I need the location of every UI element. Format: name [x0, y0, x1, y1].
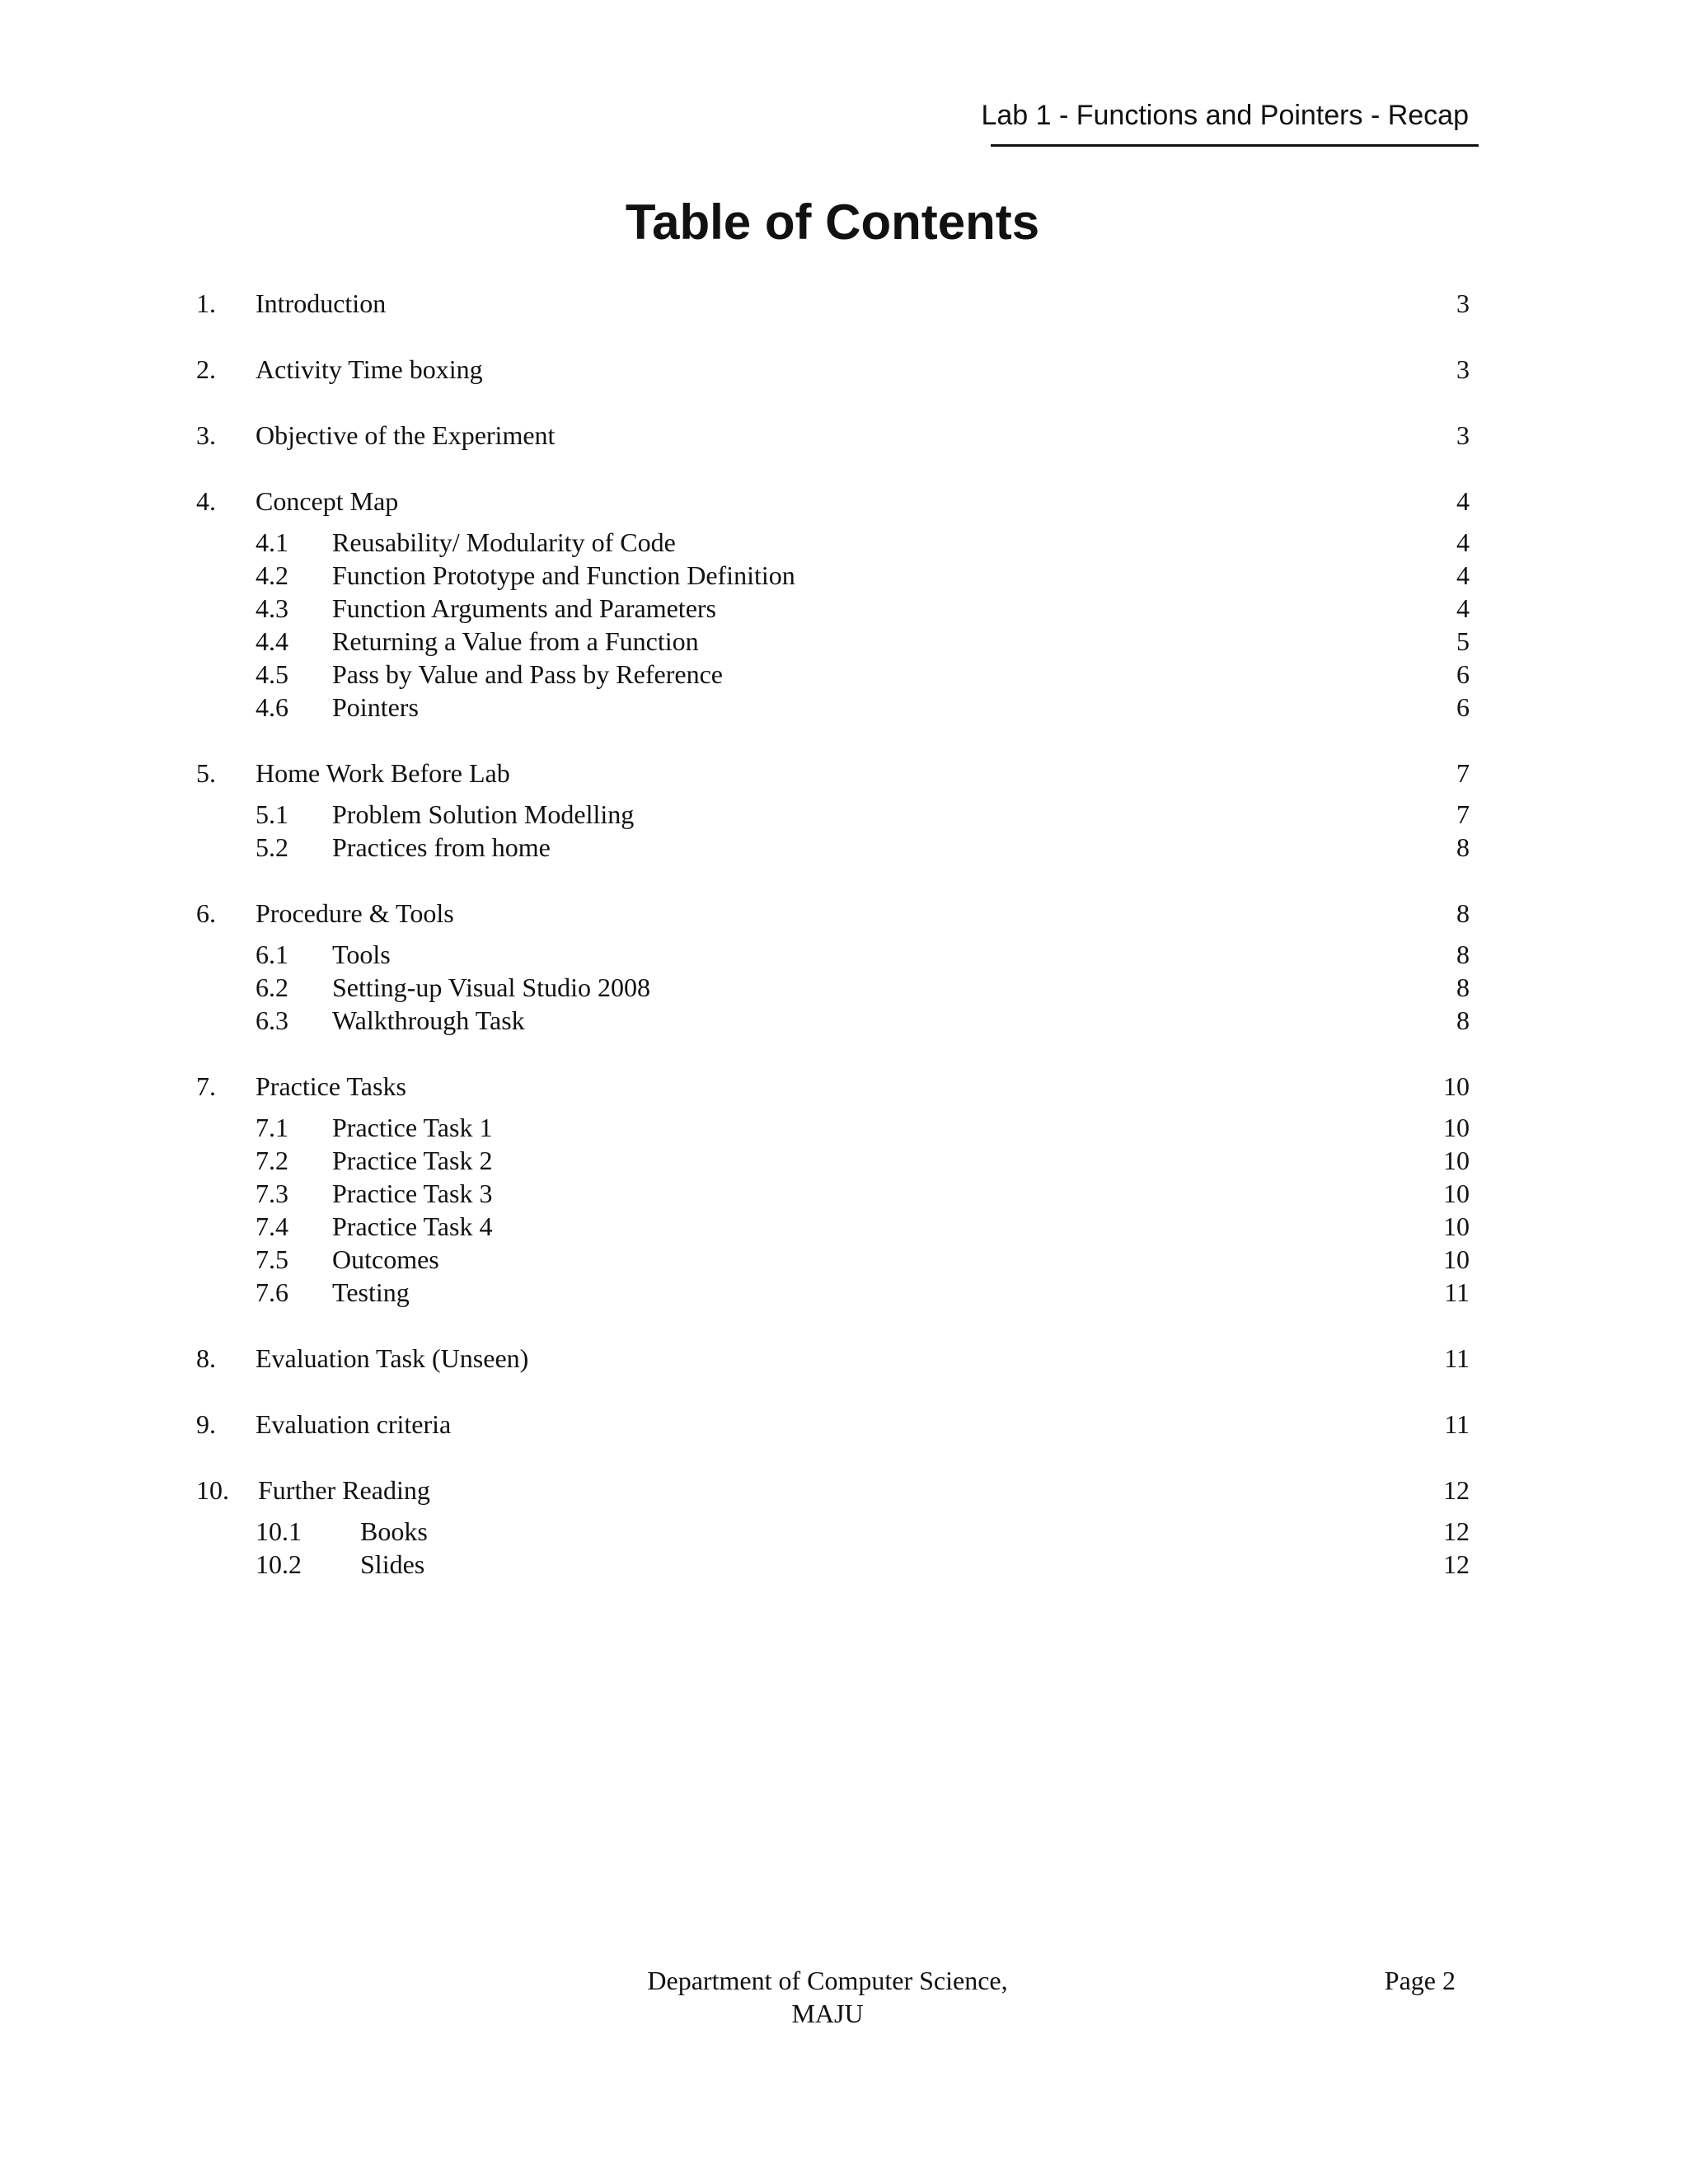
- toc-entry-label: Evaluation criteria: [256, 1409, 452, 1439]
- toc-entry[interactable]: [0, 757, 1688, 790]
- toc-entry-page: 4: [1456, 560, 1470, 590]
- toc-entry-number: 4.6: [256, 692, 288, 722]
- toc-entry-page: 8: [1456, 898, 1470, 928]
- toc-entry-number: 6.3: [256, 1005, 288, 1035]
- page-title: Table of Contents: [625, 194, 1040, 250]
- toc-entry-number: 4.2: [256, 560, 288, 590]
- toc-entry-number: 7.2: [256, 1146, 288, 1175]
- toc-entry-number: 7.: [196, 1071, 216, 1101]
- toc-entry-label: Outcomes: [332, 1244, 439, 1274]
- toc-entry-page: 10: [1443, 1146, 1470, 1175]
- toc-entry-number: 8.: [196, 1343, 216, 1373]
- toc-entry-label: Practices from home: [332, 832, 551, 862]
- toc-subentry[interactable]: [0, 971, 1688, 1004]
- toc-entry-number: 6.1: [256, 940, 288, 969]
- toc-entry-page: 3: [1456, 288, 1470, 318]
- toc-entry-label: Slides: [360, 1549, 425, 1579]
- toc-entry-page: 5: [1456, 626, 1470, 656]
- toc-entry-label: Setting-up Visual Studio 2008: [332, 972, 650, 1002]
- toc-entry-number: 7.3: [256, 1179, 288, 1208]
- toc-entry-number: 5.1: [256, 799, 288, 829]
- toc-entry-page: 10: [1443, 1244, 1470, 1274]
- toc-entry-page: 4: [1456, 527, 1470, 557]
- toc-entry-number: 3.: [196, 420, 216, 450]
- toc-entry-label: Tools: [332, 940, 391, 969]
- toc-entry-page: 8: [1456, 832, 1470, 862]
- toc-entry-number: 9.: [196, 1409, 216, 1439]
- toc-entry-label: Problem Solution Modelling: [332, 799, 635, 829]
- toc-entry-label: Activity Time boxing: [256, 354, 483, 384]
- toc-entry-number: 7.5: [256, 1244, 288, 1274]
- toc-entry-label: Returning a Value from a Function: [332, 626, 699, 656]
- toc-subentry[interactable]: [0, 831, 1688, 864]
- toc-entry-number: 4.1: [256, 527, 288, 557]
- toc-entry-page: 7: [1456, 799, 1470, 829]
- toc-subentry[interactable]: [0, 938, 1688, 971]
- toc-entry-number: 5.: [196, 758, 216, 788]
- toc-entry-label: Practice Task 4: [332, 1212, 493, 1241]
- toc-entry-label: Procedure & Tools: [256, 898, 454, 928]
- toc-entry-number: 10.1: [256, 1516, 302, 1546]
- toc-entry-page: 8: [1456, 972, 1470, 1002]
- toc-entry-number: 10.: [196, 1475, 229, 1505]
- toc-subentry[interactable]: [0, 526, 1688, 559]
- toc-entry-number: 2.: [196, 354, 216, 384]
- toc-subentry[interactable]: [0, 625, 1688, 658]
- toc-subentry[interactable]: [0, 691, 1688, 724]
- toc-entry-label: Pointers: [332, 692, 419, 722]
- toc-entry-number: 6.2: [256, 972, 288, 1002]
- running-header-title: Lab 1 - Functions and Pointers - Recap: [981, 100, 1469, 131]
- toc-entry-page: 3: [1456, 420, 1470, 450]
- toc-entry-label: Practice Tasks: [256, 1071, 406, 1101]
- toc-entry-label: Books: [360, 1516, 428, 1546]
- toc-entry-number: 1.: [196, 288, 216, 318]
- toc-entry-page: 11: [1444, 1343, 1470, 1373]
- toc-entry[interactable]: [0, 1408, 1688, 1441]
- toc-entry-page: 12: [1443, 1475, 1470, 1505]
- toc-entry-page: 10: [1443, 1179, 1470, 1208]
- toc-entry-label: Objective of the Experiment: [256, 420, 556, 450]
- toc-entry-page: 12: [1443, 1516, 1470, 1546]
- toc-entry-page: 8: [1456, 940, 1470, 969]
- toc-entry-label: Practice Task 1: [332, 1113, 493, 1142]
- toc-entry-page: 12: [1443, 1549, 1470, 1579]
- toc-entry-label: Reusability/ Modularity of Code: [332, 527, 676, 557]
- toc-subentry[interactable]: [0, 559, 1688, 592]
- toc-entry-label: Practice Task 2: [332, 1146, 493, 1175]
- toc-entry-label: Concept Map: [256, 486, 399, 516]
- toc-entry-page: 10: [1443, 1212, 1470, 1241]
- toc-entry-number: 7.4: [256, 1212, 288, 1241]
- toc-subentry[interactable]: [0, 1243, 1688, 1276]
- footer-institution-line: MAJU: [791, 1999, 864, 2028]
- toc-entry-number: 7.6: [256, 1277, 288, 1307]
- toc-entry-page: 11: [1444, 1277, 1470, 1307]
- toc-entry-number: 6.: [196, 898, 216, 928]
- toc-entry-label: Testing: [332, 1277, 410, 1307]
- toc-entry-number: 7.1: [256, 1113, 288, 1142]
- toc-entry-number: 5.2: [256, 832, 288, 862]
- toc-entry-page: 3: [1456, 354, 1470, 384]
- toc-entry[interactable]: [0, 353, 1688, 386]
- toc-entry[interactable]: [0, 485, 1688, 518]
- toc-entry-label: Function Prototype and Function Definition: [332, 560, 795, 590]
- toc-subentry[interactable]: [0, 1111, 1688, 1144]
- toc-entry-page: 10: [1443, 1071, 1470, 1101]
- toc-subentry[interactable]: [0, 1177, 1688, 1210]
- toc-entry-number: 4.: [196, 486, 216, 516]
- toc-entry-number: 4.3: [256, 593, 288, 623]
- footer-department-line: Department of Computer Science,: [647, 1966, 1008, 1995]
- toc-entry-number: 4.5: [256, 659, 288, 689]
- toc-subentry[interactable]: [0, 1210, 1688, 1243]
- toc-subentry[interactable]: [0, 1276, 1688, 1309]
- toc-subentry[interactable]: [0, 798, 1688, 831]
- toc-entry[interactable]: [0, 287, 1688, 320]
- toc-subentry[interactable]: [0, 592, 1688, 625]
- toc-entry[interactable]: [0, 419, 1688, 452]
- toc-entry[interactable]: [0, 1342, 1688, 1375]
- toc-entry-page: 4: [1456, 486, 1470, 516]
- toc-subentry[interactable]: [0, 658, 1688, 691]
- toc-entry-page: 4: [1456, 593, 1470, 623]
- toc-subentry[interactable]: [0, 1004, 1688, 1037]
- toc-entry[interactable]: [0, 1070, 1688, 1103]
- toc-entry-label: Function Arguments and Parameters: [332, 593, 716, 623]
- toc-entry-page: 8: [1456, 1005, 1470, 1035]
- toc-entry-page: 7: [1456, 758, 1470, 788]
- toc-subentry[interactable]: [0, 1548, 1688, 1581]
- toc-entry-label: Pass by Value and Pass by Reference: [332, 659, 723, 689]
- toc-entry-page: 6: [1456, 659, 1470, 689]
- toc-entry-label: Home Work Before Lab: [256, 758, 510, 788]
- toc-entry-label: Walkthrough Task: [332, 1005, 525, 1035]
- toc-entry[interactable]: [0, 1474, 1688, 1507]
- toc-subentry[interactable]: [0, 1144, 1688, 1177]
- toc-entry-label: Introduction: [256, 288, 387, 318]
- toc-subentry[interactable]: [0, 1515, 1688, 1548]
- toc-entry-label: Practice Task 3: [332, 1179, 493, 1208]
- toc-entry[interactable]: [0, 897, 1688, 930]
- footer-page-number: Page 2: [1384, 1966, 1456, 1995]
- toc-entry-label: Further Reading: [258, 1475, 430, 1505]
- toc-entry-number: 4.4: [256, 626, 288, 656]
- toc-entry-number: 10.2: [256, 1549, 302, 1579]
- toc-entry-page: 10: [1443, 1113, 1470, 1142]
- toc-entry-label: Evaluation Task (Unseen): [256, 1343, 529, 1373]
- toc-entry-page: 6: [1456, 692, 1470, 722]
- toc-entry-page: 11: [1444, 1409, 1470, 1439]
